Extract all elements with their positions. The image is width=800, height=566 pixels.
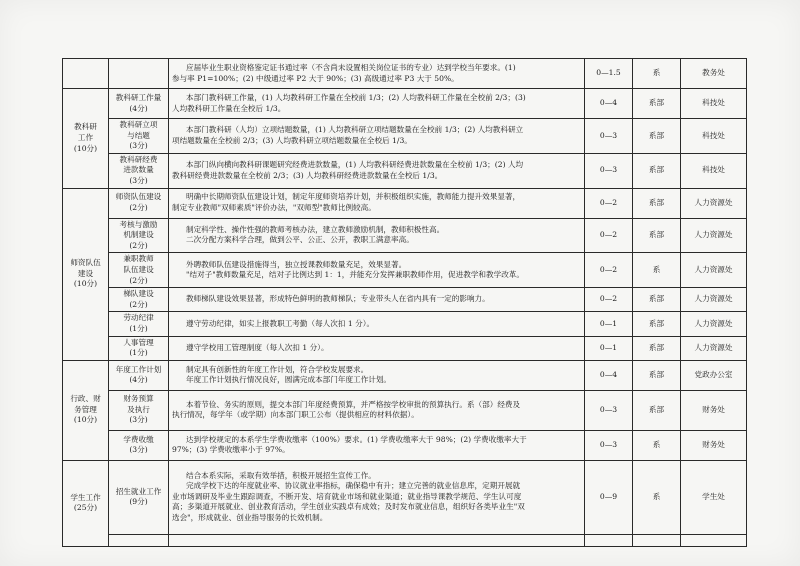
- item-line: 及执行: [127, 404, 150, 414]
- scope-cell: 系部: [633, 119, 681, 154]
- department-cell: [681, 534, 747, 546]
- scope-cell: 系: [633, 430, 681, 460]
- scope-cell: 系部: [633, 89, 681, 119]
- item-cell: [109, 89, 169, 119]
- score-cell: [585, 534, 633, 546]
- category-line: 学生工作: [70, 492, 101, 502]
- table-row: [63, 390, 747, 430]
- standard-line: 制定具有创新性的年度工作计划，符合学校发展要求。: [186, 364, 369, 374]
- department-cell: 党政办公室: [681, 360, 747, 390]
- standard-line: 年度工作计划执行情况良好，圆满完成本部门年度工作计划。: [186, 375, 392, 385]
- standard-cell: [169, 153, 585, 188]
- item-line: (3分): [129, 445, 148, 455]
- standard-cell: [169, 218, 585, 253]
- scope-cell: 系部: [633, 153, 681, 188]
- standard-line: 参与率 P1=100%；(2) 中级通过率 P2 大于 90%；(3) 高级通过率 P3 大于 50%。: [172, 73, 459, 83]
- item-cell: [109, 534, 169, 546]
- standard-line: 制定科学性、操作性强的教师考核办法，建立教师激励机制，教师积极性高。: [186, 224, 445, 234]
- standard-cell: [169, 119, 585, 154]
- standard-line: 外聘教师队伍建设措施得当，独立授课教师数量充足，效果显著。: [186, 259, 407, 269]
- item-line: 梯队建设: [123, 289, 154, 299]
- table-row: [63, 460, 747, 534]
- standard-cell: [169, 390, 585, 430]
- standard-line: 业市场调研及毕业生跟踪调查，不断开发、培育就业市场和就业渠道；就业指导课教学规范、学生认可度: [172, 491, 522, 501]
- item-line: (4分): [129, 103, 148, 113]
- standard-line: 制定专业教师"双师素质"评价办法，"双师型"教师比例较高。: [172, 203, 376, 213]
- item-line: 学费收缴: [123, 434, 154, 444]
- standard-line: 项结题数量在全校前 2/3；(3) 人均教科研立项结题数量在全校后 1/3。: [172, 135, 412, 145]
- standard-cell: [169, 460, 585, 534]
- standard-line: 人均教科研工作量在全校后 1/3。: [172, 103, 286, 113]
- item-cell: [109, 188, 169, 218]
- standard-line: 97%；(3) 学费收缴率小于 97%。: [172, 445, 290, 455]
- department-cell: 人力资源处: [681, 312, 747, 336]
- item-cell: [109, 430, 169, 460]
- standard-cell: [169, 188, 585, 218]
- table-row: [63, 188, 747, 218]
- evaluation-table: [62, 58, 747, 547]
- item-line: (3分): [129, 141, 148, 151]
- standard-line: 选会"，形成就业、创业指导服务的长效机制。: [172, 513, 328, 523]
- standard-line: 结合本系实际，采取有效举措，积极开展招生宣传工作。: [186, 470, 376, 480]
- category-cell: [63, 59, 109, 89]
- department-cell: 人力资源处: [681, 218, 747, 253]
- item-cell: [109, 59, 169, 89]
- standard-line: 教科研经费进款数量在全校前 2/3；(3) 人均教科研经费进款数量在全校后 1/3。: [172, 170, 443, 180]
- standard-line: 本着节俭、务实的原则，提交本部门年度经费预算，并严格按学校审批的预算执行。系（部）经费及: [186, 399, 521, 409]
- table-row: [63, 253, 747, 288]
- scope-cell: 系部: [633, 360, 681, 390]
- item-line: 教科研工作量: [115, 92, 162, 102]
- table-row: [63, 534, 747, 546]
- standard-line: 遵守学校用工管理制度（每人次扣 1 分）。: [186, 342, 329, 352]
- score-cell: 0—2: [585, 253, 633, 288]
- standard-cell: [169, 312, 585, 336]
- category-line: 行政、财: [70, 394, 101, 404]
- standard-line: 达到学校规定的本系学生学费收缴率（100%）要求。(1) 学费收缴率大于 98%；(2) 学费收缴率大于: [186, 434, 527, 444]
- item-line: (1分): [129, 348, 148, 358]
- item-line: 教科研立项: [119, 120, 158, 129]
- standard-line: 本部门教科研（人均）立项结题数量，(1) 人均教科研立项结题数量在全校前 1/3；(2) 人均教科研立: [186, 125, 524, 135]
- standard-line: 明确中长期师资队伍建设计划，制定年度师资培养计划，并积极组织实施，教师能力提升效果显著，: [186, 192, 521, 202]
- category-line: 建设: [77, 268, 94, 278]
- item-line: 考核与激励: [119, 219, 158, 229]
- category-cell: [63, 360, 109, 460]
- score-cell: 0—3: [585, 390, 633, 430]
- category-line: (25分): [73, 503, 98, 513]
- department-cell: 人力资源处: [681, 253, 747, 288]
- category-line: 教科研: [74, 122, 97, 132]
- item-line: 与结题: [127, 130, 150, 140]
- standard-cell: [169, 534, 585, 546]
- department-cell: 人力资源处: [681, 288, 747, 312]
- standard-line: 高；多渠道开展就业、创业教育活动，学生创业实践卓有成效；及时发布就业信息，组织好各类毕业生"双: [172, 502, 525, 512]
- standard-cell: [169, 430, 585, 460]
- table-row: [63, 360, 747, 390]
- item-line: 年度工作计划: [115, 364, 162, 374]
- item-line: 队伍建设: [123, 264, 154, 274]
- item-cell: [109, 253, 169, 288]
- table-row: [63, 336, 747, 360]
- scope-cell: 系: [633, 460, 681, 534]
- department-cell: 学生处: [681, 460, 747, 534]
- scope-cell: 系部: [633, 188, 681, 218]
- category-line: (10分): [73, 279, 98, 289]
- score-cell: 0—1.5: [585, 59, 633, 89]
- item-cell: [109, 360, 169, 390]
- standard-cell: [169, 59, 585, 89]
- category-line: (10分): [73, 415, 98, 425]
- department-cell: 科技处: [681, 89, 747, 119]
- item-line: (2分): [129, 240, 148, 250]
- score-cell: 0—1: [585, 336, 633, 360]
- department-cell: 人力资源处: [681, 188, 747, 218]
- scope-cell: 系部: [633, 288, 681, 312]
- standard-line: "结对子"教师数量充足，结对子比例达到 1：1，并能充分发挥兼职教师作用，促进教学和教学改革。: [186, 270, 524, 280]
- standard-cell: [169, 336, 585, 360]
- department-cell: 科技处: [681, 153, 747, 188]
- item-line: 财务预算: [123, 394, 154, 404]
- category-line: 务管理: [74, 404, 97, 414]
- category-line: (10分): [73, 143, 98, 153]
- score-cell: 0—4: [585, 89, 633, 119]
- category-cell: [63, 89, 109, 189]
- score-cell: 0—1: [585, 312, 633, 336]
- item-line: 人事管理: [123, 337, 154, 347]
- table-row: [63, 119, 747, 154]
- standard-line: 二次分配方案科学合理，做到公平、公正、公开，教职工满意率高。: [186, 235, 414, 245]
- category-cell: [63, 460, 109, 546]
- item-cell: [109, 119, 169, 154]
- score-cell: 0—2: [585, 218, 633, 253]
- score-cell: 0—2: [585, 188, 633, 218]
- score-cell: 0—3: [585, 119, 633, 154]
- item-line: 教科研经费: [119, 154, 158, 164]
- item-cell: [109, 390, 169, 430]
- standard-line: 应届毕业生职业资格鉴定证书通过率（不含尚未设置相关岗位证书的专业）达到学校当年要求。(1): [186, 62, 516, 72]
- standard-cell: [169, 89, 585, 119]
- table-row: [63, 218, 747, 253]
- standard-line: 教师梯队建设效果显著，形成特色鲜明的教师梯队；专业带头人在省内具有一定的影响力。: [186, 294, 490, 304]
- department-cell: 财务处: [681, 390, 747, 430]
- item-cell: [109, 336, 169, 360]
- score-cell: 0—9: [585, 460, 633, 534]
- item-line: (2分): [129, 299, 148, 309]
- score-cell: 0—4: [585, 360, 633, 390]
- item-line: (3分): [129, 415, 148, 425]
- standard-line: 本部门纵向横向教科研课题研究经费进款数量，(1) 人均教科研经费进款数量在全校前 1/3；(2) 人均: [186, 160, 524, 170]
- standard-line: 执行情况，每学年（或学期）向本部门职工公布（提供相应的材料依据）。: [172, 410, 419, 420]
- standard-line: 完成学校下达的年度就业率、协议就业率指标，确保稳中有升；建立完善的就业信息库，定期开展就: [186, 481, 521, 491]
- table-row: [63, 59, 747, 89]
- category-line: 工作: [77, 132, 94, 142]
- scope-cell: [633, 534, 681, 546]
- score-cell: 0—3: [585, 153, 633, 188]
- department-cell: 人力资源处: [681, 336, 747, 360]
- item-cell: [109, 153, 169, 188]
- table-row: [63, 89, 747, 119]
- table-row: [63, 153, 747, 188]
- scope-cell: 系: [633, 59, 681, 89]
- score-cell: 0—2: [585, 288, 633, 312]
- item-line: 师资队伍建设: [115, 192, 162, 202]
- department-cell: 科技处: [681, 119, 747, 154]
- item-cell: [109, 460, 169, 534]
- item-line: 劳动纪律: [123, 313, 154, 323]
- item-line: 机制建设: [123, 230, 154, 240]
- item-cell: [109, 288, 169, 312]
- scope-cell: 系部: [633, 218, 681, 253]
- item-cell: [109, 312, 169, 336]
- scope-cell: 系: [633, 253, 681, 288]
- scope-cell: 系部: [633, 312, 681, 336]
- item-cell: [109, 218, 169, 253]
- item-line: (1分): [129, 323, 148, 333]
- standard-line: 本部门教科研工作量，(1) 人均教科研工作量在全校前 1/3；(2) 人均教科研工作量在全校前 2/3；(3): [186, 92, 526, 102]
- standard-cell: [169, 253, 585, 288]
- item-line: (4分): [129, 375, 148, 385]
- item-line: (2分): [129, 275, 148, 285]
- category-cell: [63, 188, 109, 360]
- standard-cell: [169, 360, 585, 390]
- department-cell: 教务处: [681, 59, 747, 89]
- table-row: [63, 430, 747, 460]
- score-cell: 0—3: [585, 430, 633, 460]
- scope-cell: 系部: [633, 336, 681, 360]
- standard-line: 遵守劳动纪律，如实上报教职工考勤（每人次扣 1 分）。: [186, 318, 375, 328]
- item-line: 招生就业工作: [115, 486, 162, 496]
- item-line: (3分): [129, 175, 148, 185]
- item-line: (2分): [129, 203, 148, 213]
- department-cell: 财务处: [681, 430, 747, 460]
- item-line: 兼职教师: [123, 254, 154, 264]
- category-line: 师资队伍: [70, 258, 101, 268]
- item-line: 进款数量: [123, 165, 154, 175]
- scope-cell: 系部: [633, 390, 681, 430]
- standard-cell: [169, 288, 585, 312]
- table-row: [63, 288, 747, 312]
- table-row: [63, 312, 747, 336]
- item-line: (9分): [129, 497, 148, 507]
